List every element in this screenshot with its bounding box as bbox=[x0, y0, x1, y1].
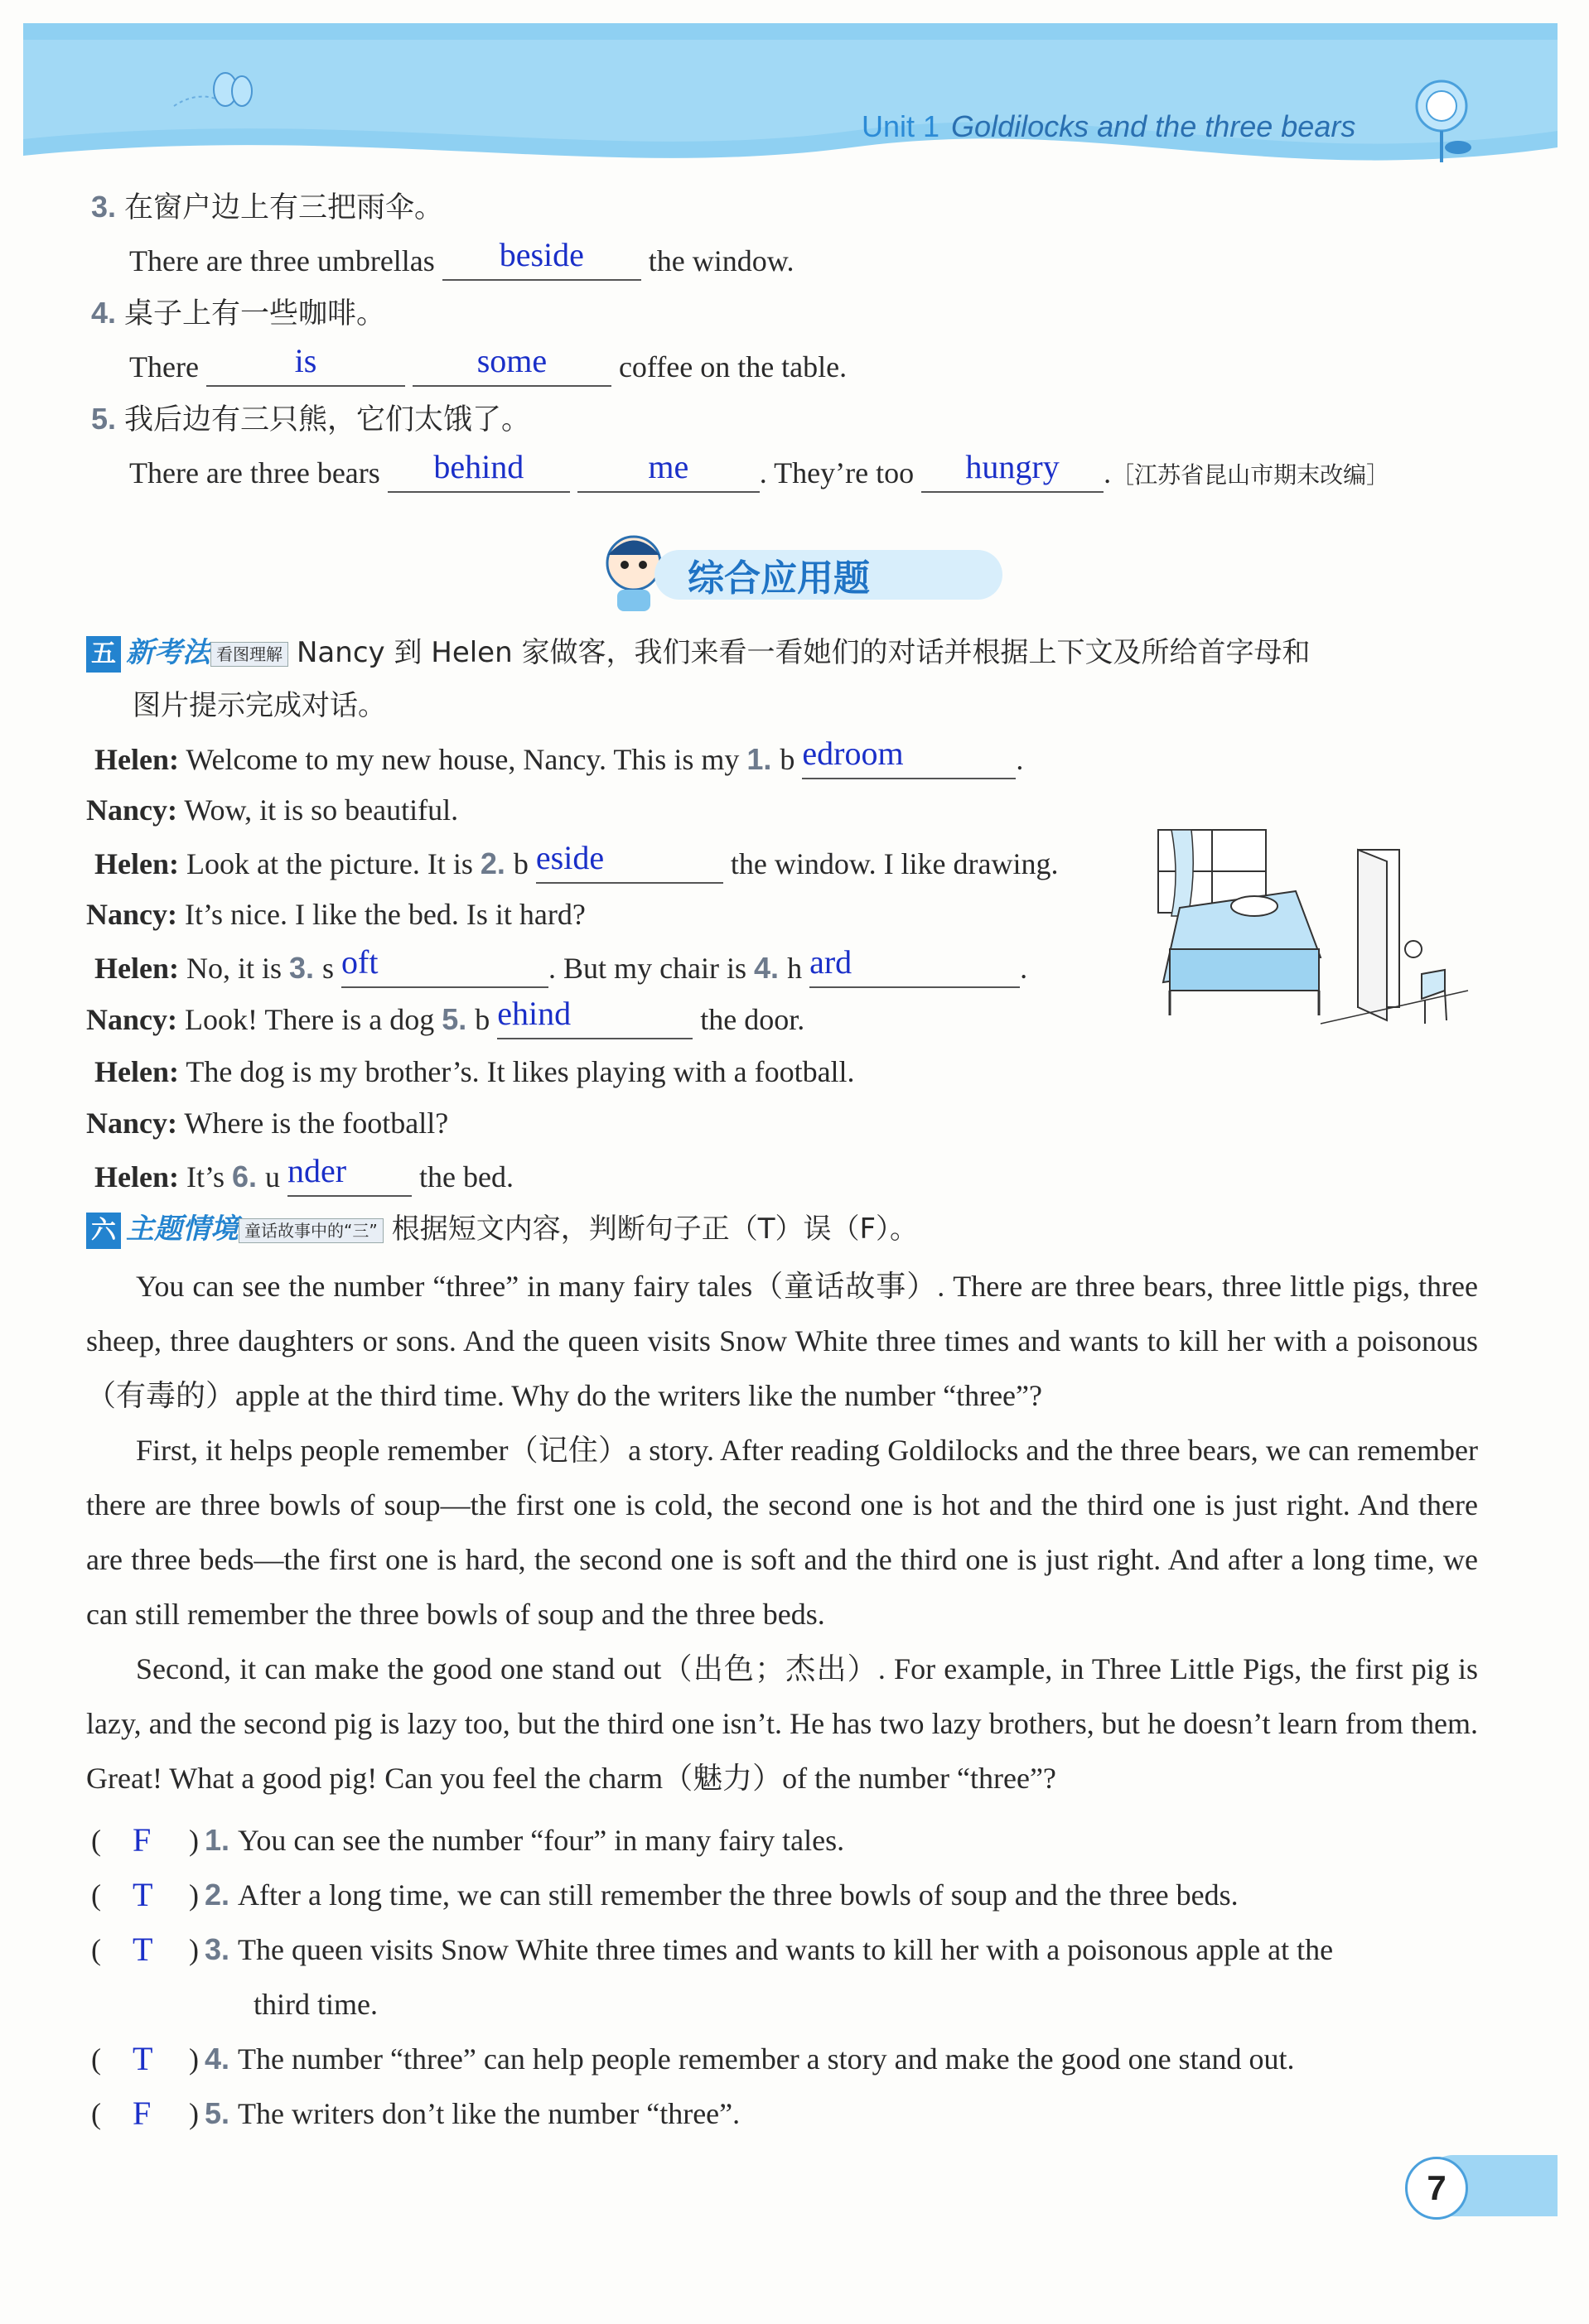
q5-blank-3[interactable]: hungry bbox=[921, 454, 1104, 493]
section-heading bbox=[596, 530, 994, 621]
unit-header bbox=[862, 109, 1355, 144]
butterfly-icon bbox=[166, 65, 257, 123]
dialogue-blank-2[interactable]: eside bbox=[536, 845, 723, 884]
answer-paren[interactable]: ( T ) bbox=[91, 2040, 199, 2077]
dialogue-line-4: Nancy: It’s nice. I like the bed. Is it hard? bbox=[86, 898, 586, 931]
passage-paragraph-3: Second, it can make the good one stand out（出色；杰出）. For example, in Three Little Pigs, the first pig is lazy, and the second pig is lazy too, but the third one isn’t. He has two lazy brothers, but he doesn’t learn from them. Great! What a good pig! Can you feel the charm（魅力）of the number “three”? bbox=[86, 1652, 1478, 1795]
q3-sentence: There are three umbrellas beside the window. bbox=[129, 242, 794, 281]
q4-chinese: 4. 桌子上有一些咖啡。 bbox=[91, 296, 386, 330]
part5-instruction-2: 图片提示完成对话。 bbox=[133, 689, 386, 722]
q5-chinese: 5. 我后边有三只熊，它们太饿了。 bbox=[91, 402, 531, 436]
part5-badge: 五 bbox=[86, 636, 121, 673]
answer-paren[interactable]: ( T ) bbox=[91, 1876, 199, 1913]
part6-instruction: 六 主题情境 童话故事中的“三” 根据短文内容，判断句子正（T）误（F）。 bbox=[86, 1211, 918, 1249]
dialogue-blank-5[interactable]: ehind bbox=[497, 1000, 693, 1039]
dialogue-line-6: Nancy: Look! There is a dog 5. b ehind the door. bbox=[86, 1000, 804, 1039]
page-number: 7 bbox=[1405, 2157, 1468, 2220]
dialogue-blank-3[interactable]: oft bbox=[341, 949, 548, 988]
q4-sentence: There is some coffee on the table. bbox=[129, 348, 847, 387]
unit-title: Goldilocks and the three bears bbox=[951, 109, 1356, 143]
q5-blank-1[interactable]: behind bbox=[388, 454, 570, 493]
answer-paren[interactable]: ( T ) bbox=[91, 1931, 199, 1968]
reading-passage bbox=[86, 1259, 1478, 1806]
tf-item-1: ( F ) 1. You can see the number “four” in many fairy tales. bbox=[91, 1821, 845, 1859]
bedroom-illustration bbox=[1155, 825, 1470, 1032]
part6-badge: 六 bbox=[86, 1213, 121, 1249]
q5-blank-2[interactable]: me bbox=[577, 454, 760, 493]
dialogue-blank-6[interactable]: nder bbox=[287, 1158, 412, 1197]
section-title: 综合应用题 bbox=[688, 557, 870, 600]
dialogue-line-3: Helen: Look at the picture. It is 2. b eside the window. I like drawing. bbox=[94, 845, 1059, 884]
q4-blank-1[interactable]: is bbox=[206, 348, 405, 387]
dialogue-line-8: Nancy: Where is the football? bbox=[86, 1107, 449, 1140]
passage-paragraph-1: You can see the number “three” in many fairy tales（童话故事）. There are three bears, three little pigs, three sheep, three daughters or sons. And the queen visits Snow White three times and wants to kill her with a poisonous（有毒的）apple at the third time. Why do the writers like the number “three”? bbox=[86, 1270, 1478, 1412]
q5-sentence: There are three bears behind me . They’re too hungry .［江苏省昆山市期末改编］ bbox=[129, 454, 1389, 494]
tf-item-3-cont: third time. bbox=[254, 1988, 378, 2021]
sunflower-icon bbox=[1400, 73, 1491, 164]
page-number-badge bbox=[1398, 2152, 1558, 2220]
dialogue-line-2: Nancy: Wow, it is so beautiful. bbox=[86, 793, 459, 827]
answer-paren[interactable]: ( F ) bbox=[91, 2095, 199, 2132]
q3-chinese: 3. 在窗户边上有三把雨伞。 bbox=[91, 190, 444, 224]
q3-blank[interactable]: beside bbox=[442, 242, 641, 281]
dialogue-line-9: Helen: It’s 6. u nder the bed. bbox=[94, 1158, 514, 1197]
q4-blank-2[interactable]: some bbox=[413, 348, 611, 387]
dialogue-blank-4[interactable]: ard bbox=[809, 949, 1020, 988]
tf-item-5: ( F ) 5. The writers don’t like the number “three”. bbox=[91, 2095, 741, 2132]
tf-item-2: ( T ) 2. After a long time, we can still remember the three bowls of soup and the three beds. bbox=[91, 1876, 1239, 1913]
answer-paren[interactable]: ( F ) bbox=[91, 1821, 199, 1859]
source-note: ［江苏省昆山市期末改编］ bbox=[1111, 461, 1390, 489]
dialogue-line-1: Helen: Welcome to my new house, Nancy. This is my 1. b edroom . bbox=[94, 740, 1023, 779]
tf-item-4: ( T ) 4. The number “three” can help people remember a story and make the good one stand out. bbox=[91, 2040, 1295, 2077]
tf-item-3: ( T ) 3. The queen visits Snow White three times and wants to kill her with a poisonous apple at the bbox=[91, 1931, 1334, 1968]
part5-instruction: 五 新考法 看图理解 Nancy 到 Helen 家做客，我们来看一看她们的对话并根据上下文及所给首字母和 bbox=[86, 634, 1310, 673]
unit-label: Unit 1 bbox=[862, 109, 940, 143]
dialogue-line-7: Helen: The dog is my brother’s. It likes playing with a football. bbox=[94, 1055, 855, 1088]
passage-paragraph-2: First, it helps people remember（记住）a story. After reading Goldilocks and the three bears, we can remember there are three bowls of soup—the first one is cold, the second one is hot and the third one is just right. And there are three beds—the first one is hard, the second one is soft and the third one is just right. And after a long time, we can still remember the three bowls of soup and the three beds. bbox=[86, 1434, 1478, 1631]
dialogue-line-5: Helen: No, it is 3. s oft . But my chair is 4. h ard . bbox=[94, 949, 1027, 988]
dialogue-blank-1[interactable]: edroom bbox=[802, 740, 1016, 779]
